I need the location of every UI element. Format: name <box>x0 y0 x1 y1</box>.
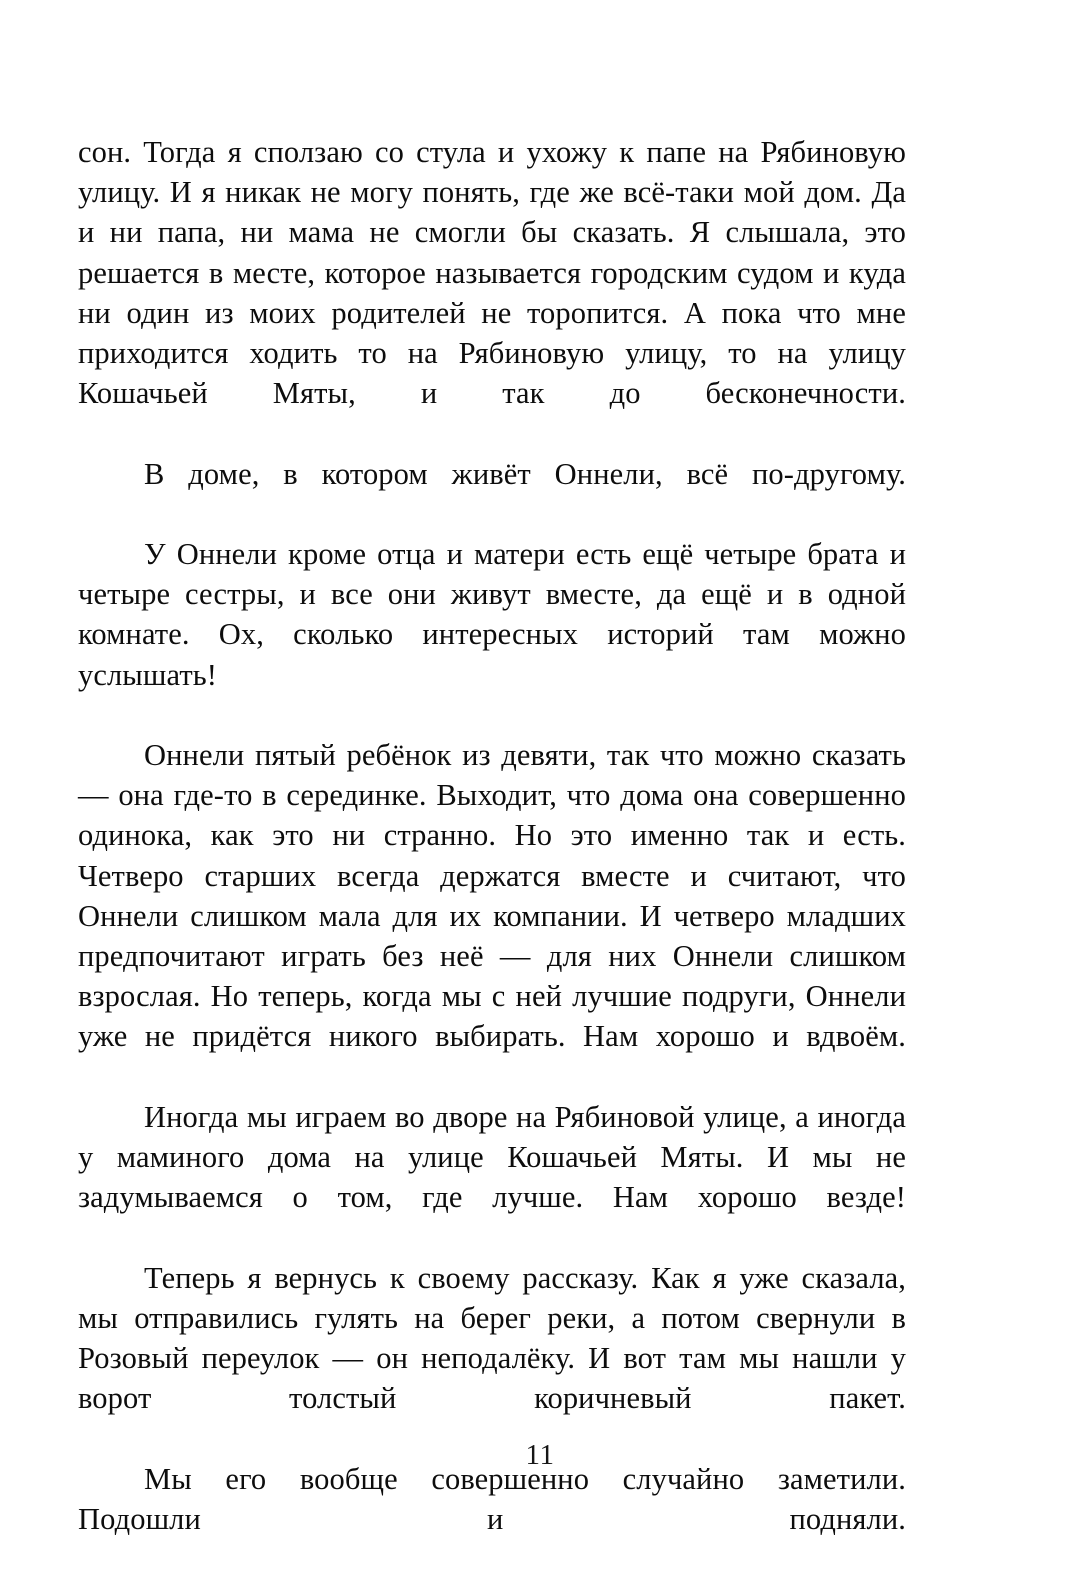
paragraph: сон. Тогда я сползаю со стула и ухожу к папе на Рябиновую улицу. И я никак не могу понять, где же всё-таки мой дом. Да и ни папа, ни мама не смогли бы сказать. Я слышала, это решается в месте, которое называется городским судом и куда ни один из моих родителей не торопится. А пока что мне приходится ходить то на Рябиновую улицу, то на улицу Кошачьей Мяты, и так до бесконечности. <box>78 135 906 411</box>
paragraph: Иногда мы играем во дворе на Рябиновой улице, а иногда у маминого дома на улице Кошачьей Мяты. И мы не задумываемся о том, где лучше. Нам хорошо везде! <box>78 1099 906 1215</box>
page-text-block <box>78 132 906 1579</box>
page-number: 11 <box>525 1439 555 1471</box>
paragraph: У Оннели кроме отца и матери есть ещё четыре брата и четыре сестры, и все они живут вместе, да ещё и в одной комнате. Ох, сколько интересных историй там можно услышать! <box>78 537 906 692</box>
paragraph: В доме, в котором живёт Оннели, всё по-другому. <box>144 456 906 491</box>
paragraph: Мы его вообще совершенно случайно заметили. Подошли и подняли. <box>78 1461 906 1536</box>
paragraph: Оннели пятый ребёнок из девяти, так что можно сказать — она где-то в серединке. Выходит, что дома она совершенно одинока, как это ни странно. Но это именно так и есть. Четверо старших всегда держатся вместе и считают, что Оннели слишком мала для их компании. И четверо младших предпочитают играть без неё — для них Оннели слишком взрослая. Но теперь, когда мы с ней лучшие подруги, Оннели уже не придётся никого выбирать. Нам хорошо и вдвоём. <box>78 738 906 1054</box>
paragraph: Теперь я вернусь к своему рассказу. Как я уже сказала, мы отправились гулять на берег реки, а потом свернули в Розовый переулок — он неподалёку. И вот там мы нашли у ворот толстый коричневый пакет. <box>78 1260 906 1416</box>
